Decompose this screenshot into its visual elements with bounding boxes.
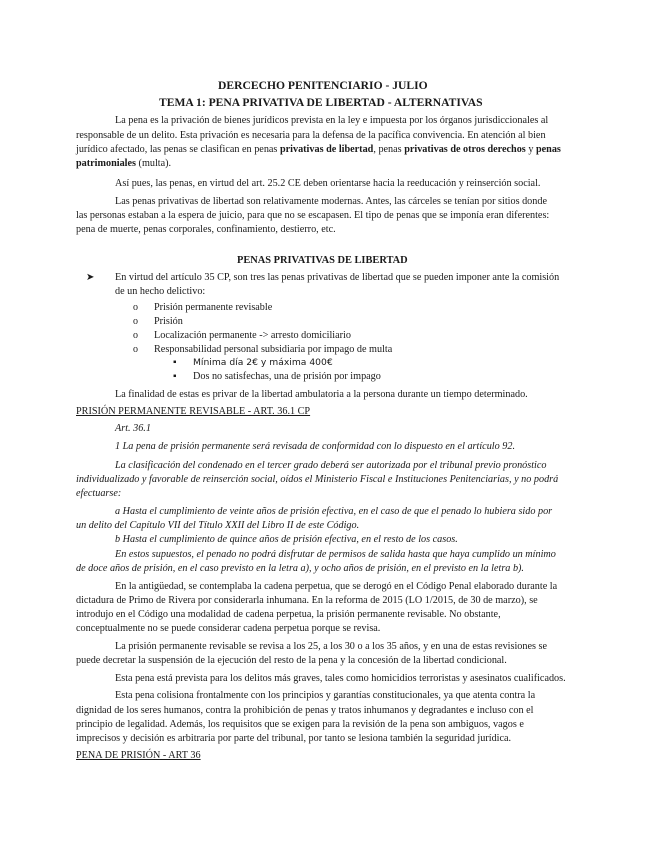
section-heading-pena-de-prision: PENA DE PRISIÓN - ART 36 xyxy=(76,750,201,761)
intro-p1-line1: La pena es la privación de bienes jurídicos prevista en la ley e impuesta por los órganos jurisdiccionales al xyxy=(115,115,549,126)
revision-line2: puede decretar la suspensión de la ejecución del resto de la pena y la concesión de la libertad condicional. xyxy=(76,655,507,666)
historia-line3: introdujo en el Código una modalidad de cadena perpetua, la prisión permanente revisable. No obstante, xyxy=(76,609,501,620)
intro-p3-line2: las personas estaban a la espera de juicio, para que no se escapasen. El tipo de penas que se imponía eran diferentes: xyxy=(76,210,550,221)
bullet-line1: En virtud del artículo 35 CP, son tres las penas privativas de libertad que se pueden imponer ante la comisión xyxy=(115,272,560,283)
article-p2-line3: efectuarse: xyxy=(76,488,122,499)
historia-line1: En la antigüedad, se contemplaba la cadena perpetua, que se derogó en el Código Penal elaborado durante la xyxy=(115,581,558,592)
critica-line3: principio de legalidad. Además, los requisitos que se exigen para la revisión de la pena son ambiguos, vagos e xyxy=(76,719,524,730)
section1-closing: La finalidad de estas es privar de la libertad ambulatoria a la persona durante un tiempo determinado. xyxy=(115,389,528,400)
bullet-line2: de un hecho delictivo: xyxy=(115,286,206,297)
sub-item-dos-no-satisfechas: Dos no satisfechas, una de prisión por impago xyxy=(193,371,381,382)
article-label: Art. 36.1 xyxy=(115,423,151,434)
article-b: b Hasta el cumplimiento de quince años de prisión efectiva, en el resto de los casos. xyxy=(115,534,458,545)
circle-bullet-icon: o xyxy=(133,330,138,341)
critica-line1: Esta pena colisiona frontalmente con los principios y garantías constitucionales, ya que atenta contra la xyxy=(115,690,536,701)
square-bullet-icon: ▪ xyxy=(173,357,177,368)
document-title: DERCECHO PENITENCIARIO - JULIO xyxy=(218,79,428,92)
circle-bullet-icon: o xyxy=(133,344,138,355)
section-heading-penas-privativas: PENAS PRIVATIVAS DE LIBERTAD xyxy=(237,255,408,266)
bold-term: patrimoniales xyxy=(76,158,136,169)
historia-line2: dictadura de Primo de Rivera por considerarla inhumana. En la reforma de 2015 (LO 1/2015, de 30 de marzo), se xyxy=(76,595,538,606)
article-p3-line2: de doce años de prisión, en el caso previsto en la letra a), y ocho años de prisión, en el previsto en la letra b). xyxy=(76,563,524,574)
critica-line4: imprecisos y decisión es arbitraria por parte del tribunal, por tanto se lesiona también la seguridad jurídica. xyxy=(76,733,512,744)
text-run: y xyxy=(525,144,536,155)
list-item-responsabilidad: Responsabilidad personal subsidiaria por impago de multa xyxy=(154,344,393,355)
circle-bullet-icon: o xyxy=(133,302,138,313)
document-subtitle: TEMA 1: PENA PRIVATIVA DE LIBERTAD - ALTERNATIVAS xyxy=(159,96,483,109)
article-p3-line1: En estos supuestos, el penado no podrá disfrutar de permisos de salida hasta que haya cumplido un mínimo xyxy=(115,549,556,560)
article-p2-line2: individualizado y favorable de reinserción social, oídos el Ministerio Fiscal e Instituciones Penitenciarias, y no podrá xyxy=(76,474,559,485)
delitos-graves: Esta pena está prevista para los delitos más graves, tales como homicidios terroristas y asesinatos cualificados. xyxy=(115,673,566,684)
bold-term: penas xyxy=(535,144,561,155)
text-run: jurídico afectado, las penas se clasifican en penas xyxy=(76,144,280,155)
bold-term: privativas de otros derechos xyxy=(404,144,526,155)
intro-p1-line4 xyxy=(76,158,171,170)
intro-p2: Así pues, las penas, en virtud del art. 25.2 CE deben orientarse hacia la reeducación y reinserción social. xyxy=(115,178,541,189)
article-a-line2: un delito del Capítulo VII del Título XXII del Libro II de este Código. xyxy=(76,520,360,531)
square-bullet-icon: ▪ xyxy=(173,371,177,382)
intro-p3-line1: Las penas privativas de libertad son relativamente modernas. Antes, las cárceles se tenían por sitios donde xyxy=(115,196,547,207)
list-item-localizacion: Localización permanente -> arresto domiciliario xyxy=(154,330,351,341)
historia-line4: conceptualmente no se puede considerar cadena perpetua porque se revisa. xyxy=(76,623,381,634)
sub-item-minima-maxima: Mínima día 2€ y máxima 400€ xyxy=(193,357,333,368)
arrow-bullet-icon: ➤ xyxy=(86,272,95,283)
critica-line2: dignidad de los seres humanos, contra la prohibición de penas y tratos inhumanos y degradantes e incluso con el xyxy=(76,705,534,716)
intro-p3-line3: pena de muerte, penas corporales, confinamiento, destierro, etc. xyxy=(76,224,336,235)
text-run: , penas xyxy=(373,144,405,155)
article-p1: 1 La pena de prisión permanente será revisada de conformidad con lo dispuesto en el artículo 92. xyxy=(115,441,515,452)
bold-term: privativas de libertad xyxy=(279,144,374,155)
revision-line1: La prisión permanente revisable se revisa a los 25, a los 30 o a los 35 años, y en una de estas revisiones se xyxy=(115,641,548,652)
intro-p1-line2: responsable de un delito. Esta privación es necesaria para la defensa de la pacífica convivencia. En atención al bien xyxy=(76,130,546,141)
article-p2-line1: La clasificación del condenado en el tercer grado deberá ser autorizada por el tribunal previo pronóstico xyxy=(115,460,547,471)
text-run: (multa). xyxy=(136,158,172,169)
circle-bullet-icon: o xyxy=(133,316,138,327)
list-item-prision: Prisión xyxy=(154,316,183,327)
list-item-prision-permanente: Prisión permanente revisable xyxy=(154,302,273,313)
article-a-line1: a Hasta el cumplimiento de veinte años de prisión efectiva, en el caso de que el penado lo hubiera sido por xyxy=(115,506,553,517)
section-heading-prision-permanente: PRISIÓN PERMANENTE REVISABLE - ART. 36.1 CP xyxy=(76,406,311,417)
intro-p1-line3 xyxy=(76,144,561,156)
